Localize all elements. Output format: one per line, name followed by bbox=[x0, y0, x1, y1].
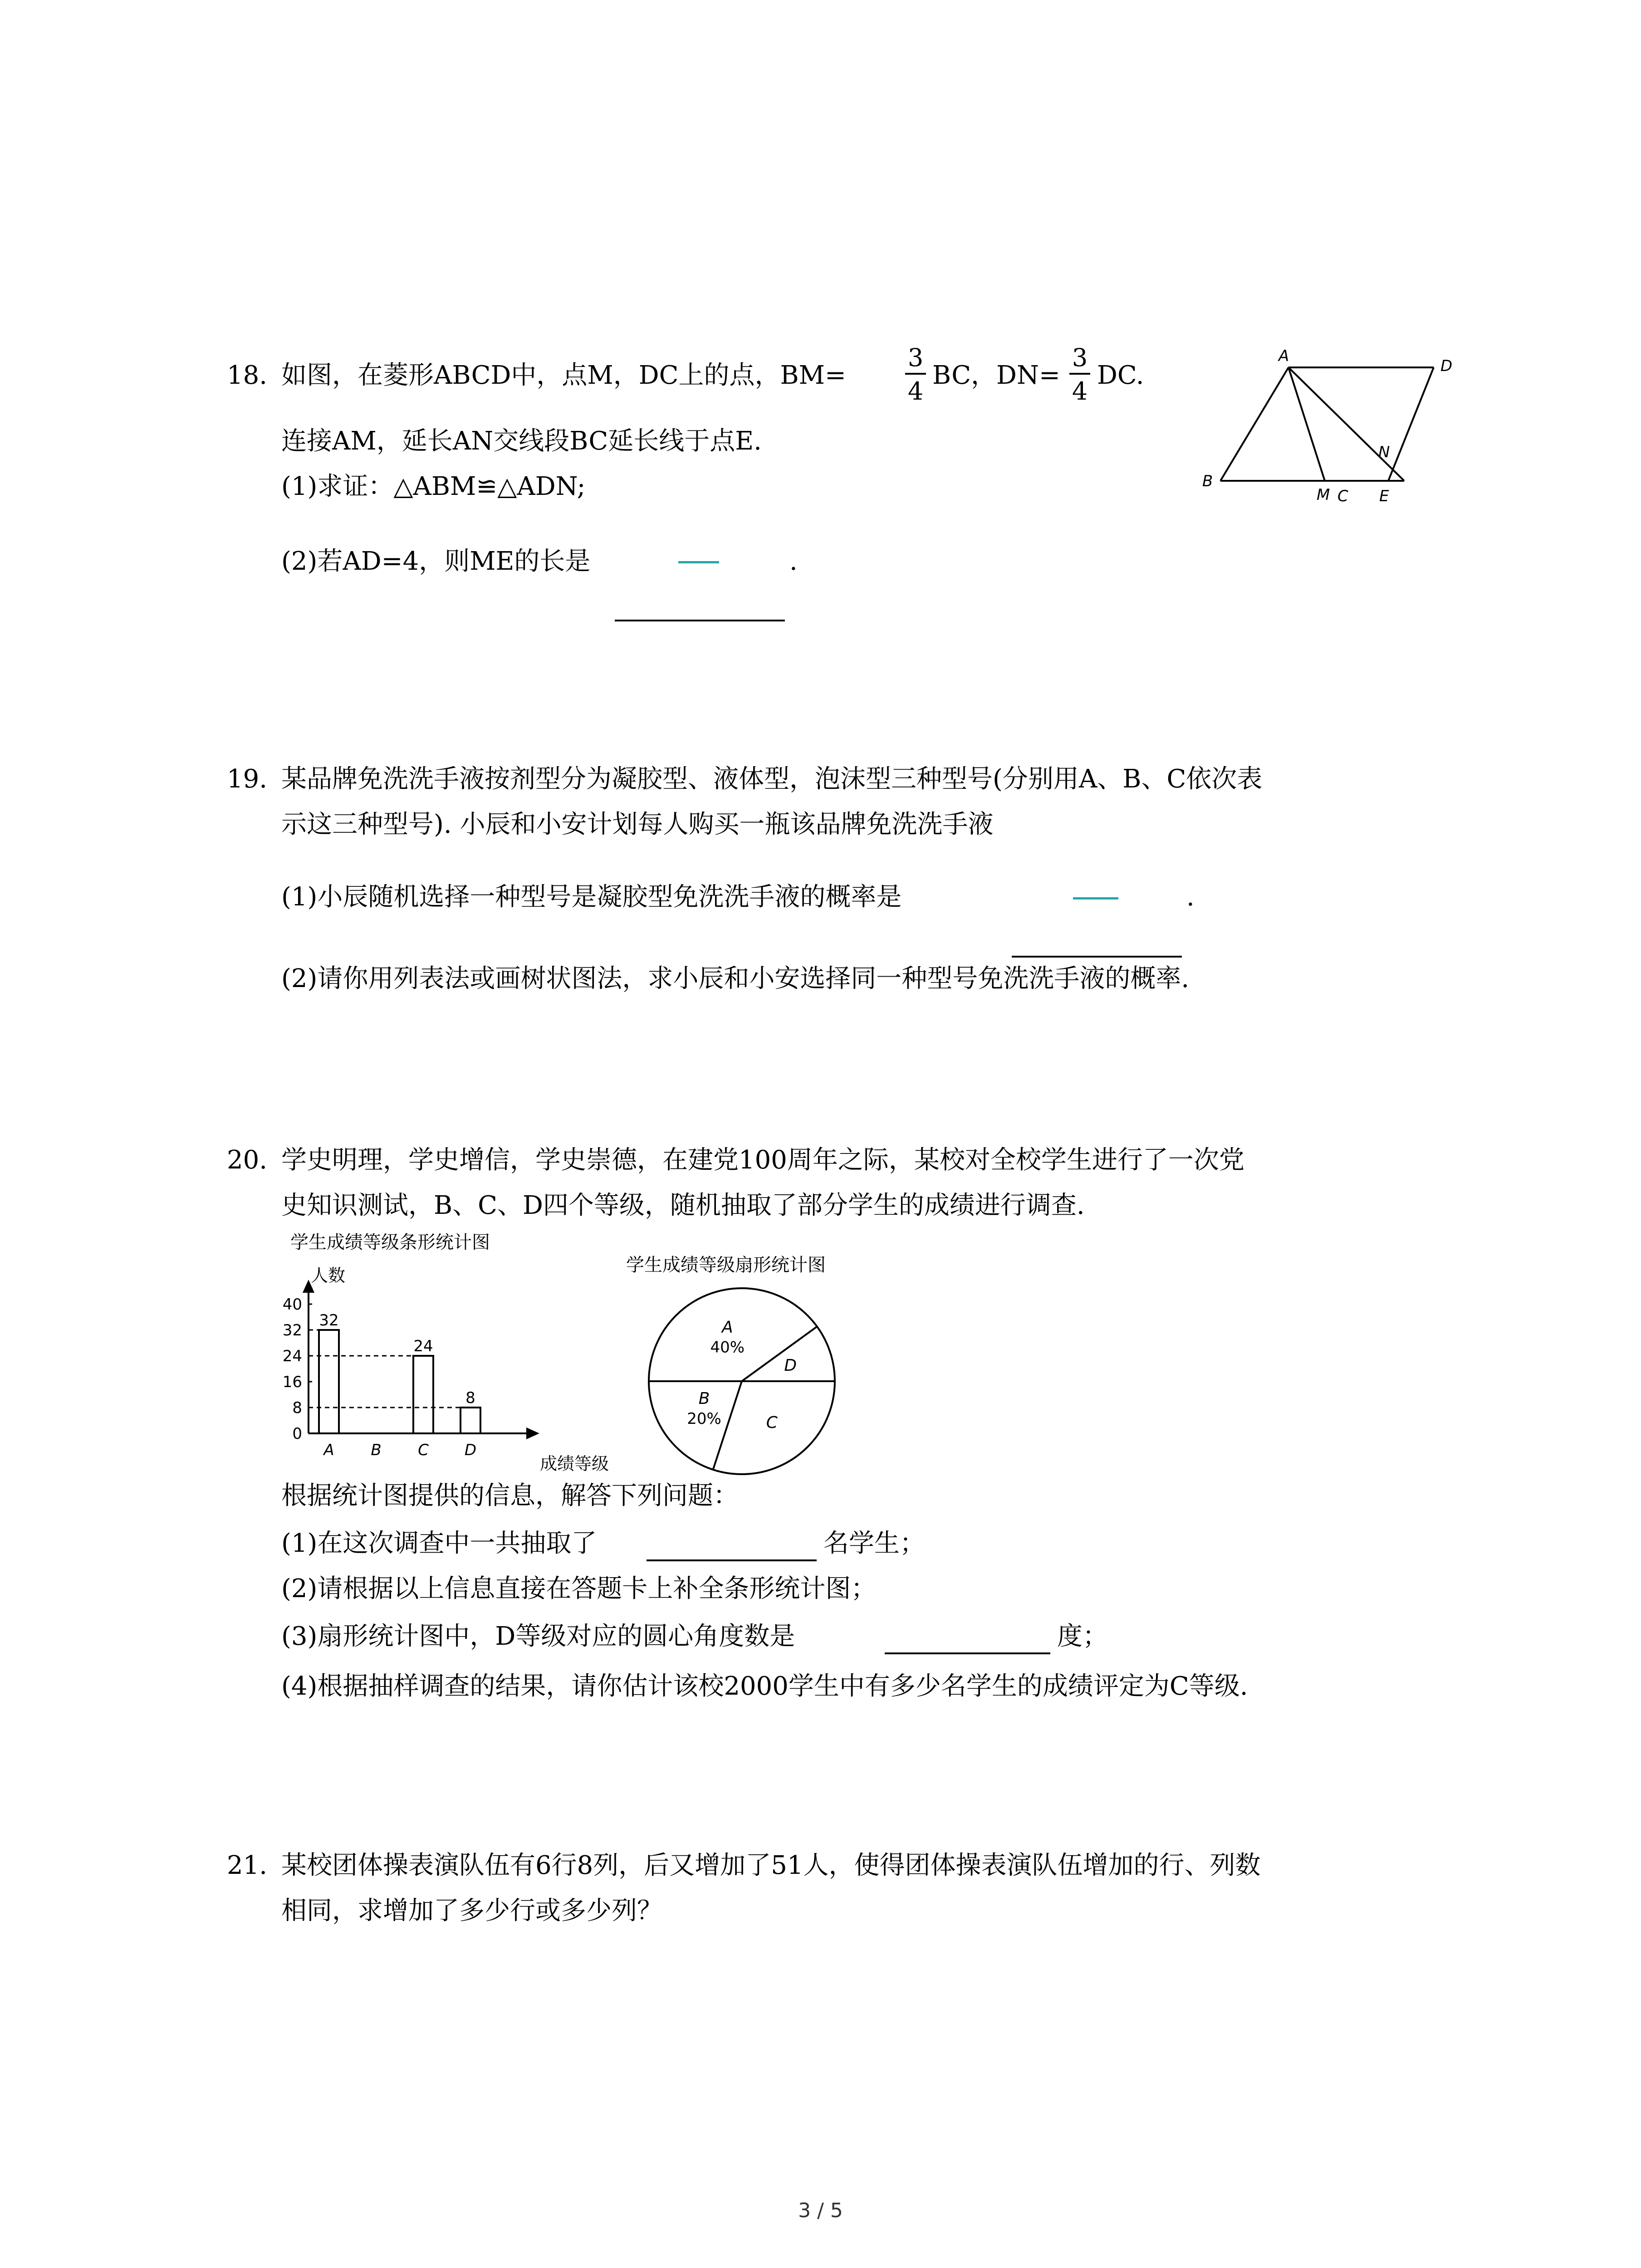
bar-ytick-label: 40 bbox=[282, 1295, 302, 1314]
q20-part1-blank[interactable] bbox=[647, 1559, 817, 1561]
bar-ytick-label: 0 bbox=[292, 1425, 302, 1443]
pie-slice-label: B bbox=[698, 1389, 710, 1408]
q20-number: 20. bbox=[227, 1145, 268, 1175]
q18-part2-end: . bbox=[789, 547, 798, 576]
fig-label-M: M bbox=[1317, 486, 1330, 504]
q20-part3-a: (3)扇形统计图中，D等级对应的圆心角度数是 bbox=[281, 1622, 795, 1651]
bar-ytick-label: 24 bbox=[282, 1347, 302, 1365]
fig-label-D: D bbox=[1440, 357, 1453, 375]
fig-label-B: B bbox=[1202, 472, 1213, 490]
bar-chart-ylabel: 人数 bbox=[311, 1266, 346, 1286]
q18-line1-a: 如图，在菱形ABCD中，点M，DC上的点，BM= bbox=[281, 361, 846, 390]
bar bbox=[319, 1330, 339, 1433]
q18-part1: (1)求证：△ABM≌△ADN; bbox=[281, 472, 586, 501]
q20-after-charts: 根据统计图提供的信息，解答下列问题： bbox=[281, 1481, 739, 1510]
q18-frac1-den: 4 bbox=[907, 377, 924, 406]
bar-chart-title: 学生成绩等级条形统计图 bbox=[290, 1232, 490, 1253]
q18-answer-marker bbox=[678, 561, 719, 563]
q19-line1: 某品牌免洗洗手液按剂型分为凝胶型、液体型，泡沫型三种型号(分别用A、B、C依次表 bbox=[281, 764, 1263, 794]
q21-line1: 某校团体操表演队伍有6行8列，后又增加了51人，使得团体操表演队伍增加的行、列数 bbox=[281, 1851, 1261, 1880]
bar bbox=[413, 1356, 433, 1433]
bar-category-label: C bbox=[418, 1441, 429, 1459]
q18-line1-b: BC，DN= bbox=[932, 361, 1060, 390]
q20-part2: (2)请根据以上信息直接在答题卡上补全条形统计图； bbox=[281, 1574, 877, 1603]
fig-label-C: C bbox=[1337, 487, 1348, 505]
pie-slice-percent: 20% bbox=[687, 1410, 721, 1428]
bar-ytick-label: 32 bbox=[282, 1321, 302, 1339]
bar-data-label: 32 bbox=[319, 1311, 339, 1330]
q20-part3-b: 度； bbox=[1057, 1622, 1108, 1651]
page-number: 3 / 5 bbox=[798, 2199, 843, 2222]
q20-line2: 史知识测试，B、C、D四个等级，随机抽取了部分学生的成绩进行调查. bbox=[281, 1191, 1085, 1220]
rhombus-figure bbox=[1193, 345, 1465, 508]
q18-part2: (2)若AD=4，则ME的长是 bbox=[281, 547, 591, 576]
q21-line2: 相同，求增加了多少行或多少列？ bbox=[281, 1896, 662, 1926]
pie-slice-label: A bbox=[722, 1318, 733, 1337]
q18-line2: 连接AM，延长AN交线段BC延长线于点E. bbox=[281, 426, 762, 456]
fig-label-A: A bbox=[1279, 347, 1289, 365]
q18-answer-blank[interactable] bbox=[615, 620, 785, 621]
bar-data-label: 24 bbox=[413, 1337, 433, 1355]
pie-slice-percent: 40% bbox=[710, 1338, 745, 1357]
q18-number: 18. bbox=[227, 361, 268, 390]
q20-line1: 学史明理，学史增信，学史崇德，在建党100周年之际，某校对全校学生进行了一次党 bbox=[281, 1145, 1244, 1175]
q20-part1-a: (1)在这次调查中一共抽取了 bbox=[281, 1529, 597, 1558]
q19-part1-end: . bbox=[1186, 882, 1195, 912]
pie-slice-label: D bbox=[784, 1356, 797, 1375]
q18-line1-c: DC. bbox=[1097, 361, 1144, 390]
q18-frac1-bar bbox=[905, 373, 926, 375]
bar bbox=[460, 1408, 480, 1433]
bar-x-arrow bbox=[527, 1429, 537, 1438]
q18-frac2-num: 3 bbox=[1072, 343, 1088, 372]
q19-line2: 示这三种型号). 小辰和小安计划每人购买一瓶该品牌免洗洗手液 bbox=[281, 810, 994, 839]
q18-frac1-num: 3 bbox=[907, 343, 924, 372]
pie-slice-label: C bbox=[766, 1413, 778, 1432]
pie-chart bbox=[622, 1252, 894, 1488]
bar-category-label: D bbox=[464, 1441, 477, 1459]
q18-frac2-bar bbox=[1069, 373, 1090, 375]
q19-part2: (2)请你用列表法或画树状图法，求小辰和小安选择同一种型号免洗洗手液的概率. bbox=[281, 964, 1190, 993]
bar-ytick-label: 8 bbox=[292, 1399, 302, 1417]
q20-part3-blank[interactable] bbox=[885, 1652, 1050, 1654]
bar-category-label: B bbox=[371, 1441, 382, 1459]
q19-answer-marker bbox=[1073, 897, 1118, 899]
q19-number: 19. bbox=[227, 764, 268, 794]
bar-data-label: 8 bbox=[465, 1389, 475, 1407]
bar-ytick-label: 16 bbox=[282, 1373, 302, 1391]
q21-number: 21. bbox=[227, 1851, 268, 1880]
q20-part4: (4)根据抽样调查的结果，请你估计该校2000学生中有多少名学生的成绩评定为C等级. bbox=[281, 1672, 1248, 1701]
q19-part1: (1)小辰随机选择一种型号是凝胶型免洗洗手液的概率是 bbox=[281, 882, 902, 912]
bar-chart-xlabel: 成绩等级 bbox=[540, 1454, 609, 1474]
pie-chart-title: 学生成绩等级扇形统计图 bbox=[626, 1255, 826, 1276]
q18-frac2-den: 4 bbox=[1072, 377, 1088, 406]
bar-category-label: A bbox=[323, 1441, 334, 1459]
fig-label-N: N bbox=[1378, 443, 1390, 461]
fig-label-E: E bbox=[1379, 487, 1389, 505]
bar-chart bbox=[254, 1225, 617, 1479]
q19-answer-blank[interactable] bbox=[1012, 956, 1182, 958]
q20-part1-b: 名学生； bbox=[823, 1529, 925, 1558]
